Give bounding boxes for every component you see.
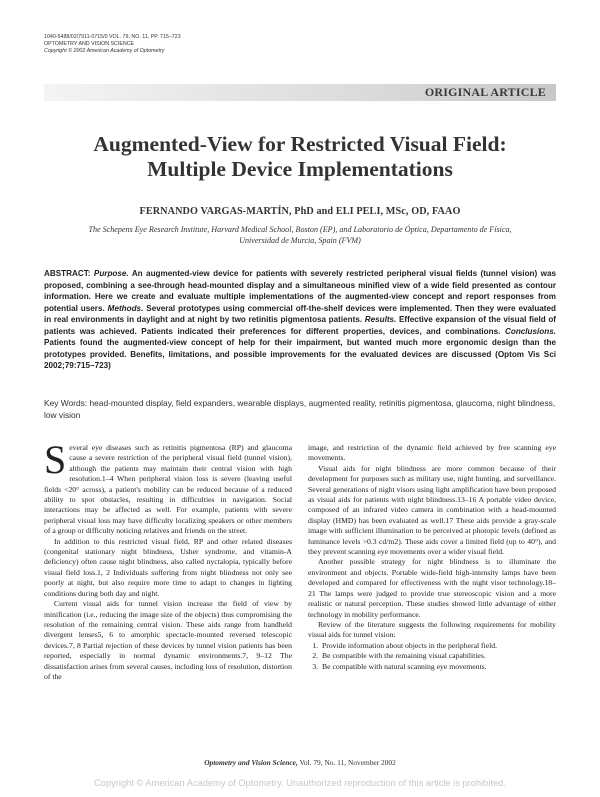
author-list: FERNANDO VARGAS-MARTÍN, PhD and ELI PELI, MSc, OD, FAAO xyxy=(139,206,461,217)
affiliation xyxy=(70,224,530,246)
methods-label: Methods. xyxy=(107,303,144,313)
keywords-text: head-mounted display, field expanders, wearable displays, augmented reality, retinitis pigmentosa, glaucoma, night blindness, low vision xyxy=(44,398,556,420)
keywords-label: Key Words: xyxy=(44,398,88,408)
paragraph: In addition to this restricted visual field, RP and other related diseases (congenital stationary night blindness, Usher syndrome, and vitamin-A deficiency) often cause night blindness, also called nyctalopia, typically before visual field loss.1, 2 Individuals suffering from night blindness not only see poorly at night, but also require more time to adapt to changes in lighting conditions during both day and night. xyxy=(44,536,292,598)
requirements-list xyxy=(308,641,556,672)
meta-line-doi: 1040-5488/02/7911-0715/0 VOL. 79, NO. 11, PP. 715–723 xyxy=(44,34,181,40)
paragraph xyxy=(44,437,292,537)
paragraph: image, and restriction of the dynamic field achieved by free scanning eye movements. xyxy=(308,443,556,463)
journal-metadata xyxy=(44,34,181,55)
title-line-1: Augmented-View for Restricted Visual Field: xyxy=(93,132,507,156)
results-text: Effective expansion of the visual field of patients was achieved. Patients indicated their preferences for different properties, devices, and combinations. xyxy=(44,315,556,336)
conclusions-label: Conclusions. xyxy=(504,326,556,336)
paragraph: Visual aids for night blindness are more common because of their development for purposes such as military use, night hunting, and surveillance. Several generations of night visors using light amplification have been proposed as visual aids for patients with night blindness.13–16 A portable video device, composed of an infrared video camera in combination with a head-mounted display (HMD) has been evaluated as well.17 These aids provide a gray-scale image with sufficient illumination to be perceived at photopic levels (defined as luminance levels >0.3 cd/m2). These aids cover a limited field (up to 40°), and they prevent scanning eye movements over a wider visual field. xyxy=(308,463,556,557)
footer-issue: Vol. 79, No. 11, November 2002 xyxy=(299,758,396,767)
methods-text: Several prototypes using commercial off-the-shelf devices were implemented. Then they were evaluated in real environments in daylight and at night by two retinitis pigmentosa patients. xyxy=(44,303,556,324)
paragraph: Review of the literature suggests the following requirements for mobility visual aids for tunnel vision: xyxy=(308,619,556,640)
page-footer xyxy=(0,758,600,767)
banner-label: ORIGINAL ARTICLE xyxy=(424,85,546,99)
results-label: Results. xyxy=(364,315,397,324)
body-column-right xyxy=(308,443,556,672)
list-item: 3. Be compatible with natural scanning eye movements. xyxy=(320,662,556,672)
purpose-text: An augmented-view device for patients with severely restricted peripheral visual fields (tunnel vision) was proposed, combining a see-through head-mounted display and a simultaneous minified view of a wide field presented as contour information. Here we create and evaluate multiple implementations of the augmented-view concept and report responses from potential users. xyxy=(44,269,556,313)
section-banner xyxy=(44,84,556,101)
abstract-label: ABSTRACT: xyxy=(44,269,91,278)
copyright-watermark: Copyright © American Academy of Optometry. Unauthorized reproduction of this article is prohibited. xyxy=(94,778,506,788)
conclusions-text: Patients found the augmented-view concept of help for their impairment, but wanted much more ergonomic design than the prototypes provided. Benefits, limitations, and possible improvements for the evaluated devices are discussed (Optom Vis Sci 2002;79:715–723) xyxy=(44,338,556,370)
paragraph: Another possible strategy for night blindness is to illuminate the environment and objects. Portable wide-field high-intensity lamps have been developed and compared for effectiveness with the night visor technology.18–21 The lamps were judged to provide true stereoscopic vision and a more realistic or natural perception. These studies showed little advantage of either technology in mobility performance. xyxy=(308,557,556,619)
footer-journal: Optometry and Vision Science, xyxy=(204,758,298,767)
keywords xyxy=(44,397,556,421)
affiliation-line-1: The Schepens Eye Research Institute, Harvard Medical School, Boston (EP), and Laboratorio de Óptica, Departamento de Física, xyxy=(88,225,512,234)
meta-line-journal: OPTOMETRY AND VISION SCIENCE xyxy=(44,41,135,47)
meta-line-copyright: Copyright © 2002 American Academy of Optometry xyxy=(44,48,165,54)
purpose-label: Purpose. xyxy=(93,269,129,278)
body-column-left xyxy=(44,437,292,682)
title-line-2: Multiple Device Implementations xyxy=(147,157,453,181)
article-title xyxy=(30,132,570,182)
drop-cap: S xyxy=(44,437,67,482)
paragraph-text: everal eye diseases such as retinitis pigmentosa (RP) and glaucoma cause a severe restriction of the peripheral visual field (tunnel vision), although the patients may maintain their central vision with high resolution.1–4 When peripheral vision loss is severe (leaving useful fields <20° across), a patient's mobility can be reduced because of a reduced ability to spot obstacles, resulting in difficulties in navigation. Social interactions may be affected as well. For example, patients with severe peripheral visual loss may have difficulty localizing speakers or other members of a group or difficulty noticing relatives and friends on the street. xyxy=(44,443,292,536)
paragraph: Current visual aids for tunnel vision increase the field of view by minification (i.e., reducing the image size of the objects) thus compromising the resolution of the remaining central vision. These aids range from handheld divergent lenses5, 6 to amorphic spectacle-mounted reversed telescopic devices.7, 8 Partial rejection of these devices by tunnel vision patients has been reported, especially in normal dynamic environments.7, 9–12 The dissatisfaction arises from several causes, including loss of resolution, distortion of the xyxy=(44,599,292,681)
list-item: 2. Be compatible with the remaining visual capabilities. xyxy=(320,651,556,661)
abstract xyxy=(44,268,556,372)
affiliation-line-2: Universidad de Murcia, Spain (FVM) xyxy=(239,236,361,245)
list-item: 1. Provide information about objects in the peripheral field. xyxy=(320,641,556,651)
